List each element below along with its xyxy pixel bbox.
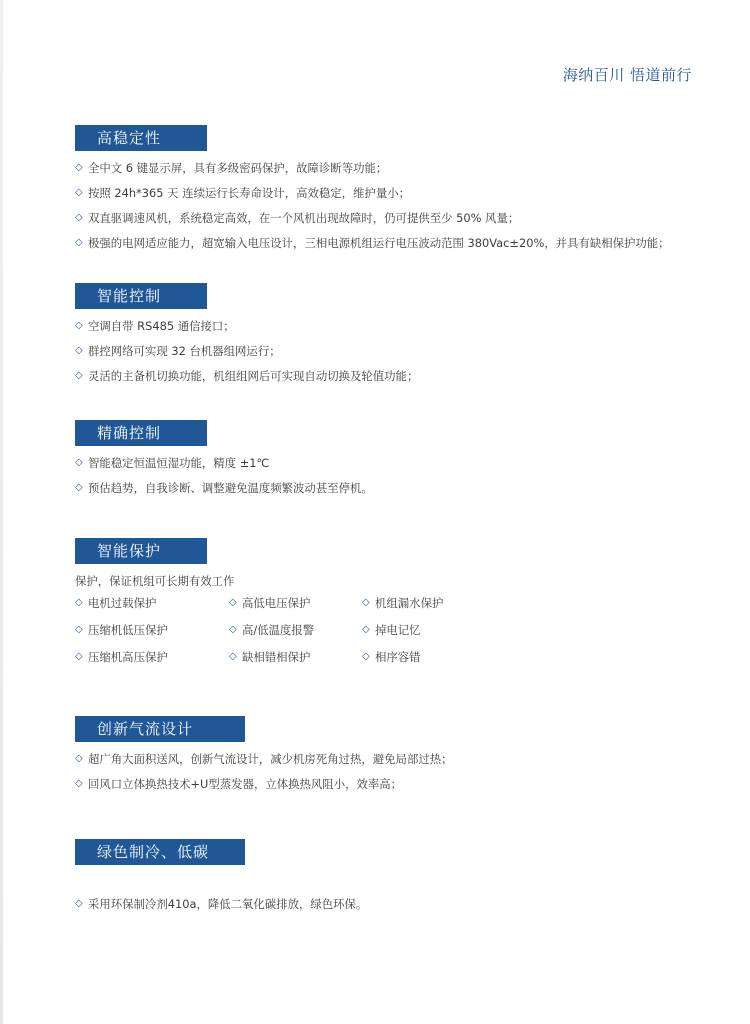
section-title: 高稳定性 xyxy=(75,125,207,151)
diamond-bullet-icon: ◇ xyxy=(75,482,83,493)
item-list xyxy=(75,319,418,383)
diamond-bullet-icon: ◇ xyxy=(75,187,83,198)
item-text: 双直驱调速风机，系统稳定高效，在一个风机出现故障时，仍可提供至少 50% 风量； xyxy=(88,211,520,225)
diamond-bullet-icon: ◇ xyxy=(75,162,83,173)
diamond-bullet-icon: ◇ xyxy=(229,597,237,608)
section-title: 智能保护 xyxy=(75,538,207,564)
item-text: 相序容错 xyxy=(375,650,421,664)
item-text: 高/低温度报警 xyxy=(242,623,315,637)
list-item xyxy=(75,211,670,225)
section-title: 绿色制冷、低碳环保 xyxy=(75,839,245,865)
section-intro: 保护，保证机组可长期有效工作 xyxy=(75,574,235,588)
item-text: 缺相错相保护 xyxy=(242,650,311,664)
item-text: 高低电压保护 xyxy=(242,596,311,610)
diamond-bullet-icon: ◇ xyxy=(75,778,83,789)
list-item xyxy=(75,456,373,470)
item-text: 采用环保制冷剂410a，降低二氧化碳排放，绿色环保。 xyxy=(88,897,368,911)
diamond-bullet-icon: ◇ xyxy=(362,597,370,608)
item-text: 电机过载保护 xyxy=(88,596,157,610)
diamond-bullet-icon: ◇ xyxy=(229,651,237,662)
item-text: 掉电记忆 xyxy=(375,623,421,637)
grid-item xyxy=(362,623,492,637)
item-text: 超广角大面积送风，创新气流设计，减少机房死角过热，避免局部过热； xyxy=(88,752,453,766)
list-item xyxy=(75,481,373,495)
section-smart-protection xyxy=(75,538,492,664)
list-item xyxy=(75,369,418,383)
grid-item xyxy=(229,650,362,664)
page-edge-shadow xyxy=(0,0,3,1024)
diamond-bullet-icon: ◇ xyxy=(75,624,83,635)
section-title: 创新气流设计 xyxy=(75,716,245,742)
diamond-bullet-icon: ◇ xyxy=(75,457,83,468)
item-text: 智能稳定恒温恒湿功能，精度 ±1℃ xyxy=(88,456,270,470)
diamond-bullet-icon: ◇ xyxy=(362,624,370,635)
item-text: 压缩机低压保护 xyxy=(88,623,168,637)
protection-grid xyxy=(75,596,492,664)
item-text: 机组漏水保护 xyxy=(375,596,444,610)
section-green xyxy=(75,839,367,922)
item-list xyxy=(75,897,367,911)
grid-item xyxy=(362,650,492,664)
item-list xyxy=(75,752,453,791)
item-list xyxy=(75,161,670,250)
section-smart-control xyxy=(75,283,418,394)
grid-item xyxy=(75,596,229,610)
list-item xyxy=(75,777,453,791)
item-text: 群控网络可实现 32 台机器组网运行； xyxy=(88,344,281,358)
item-text: 极强的电网适应能力，超宽输入电压设计，三相电源机组运行电压波动范围 380Vac±20%，并具有缺相保护功能； xyxy=(88,236,670,250)
list-item xyxy=(75,344,418,358)
brand-slogan: 海纳百川 悟道前行 xyxy=(562,66,692,84)
diamond-bullet-icon: ◇ xyxy=(75,345,83,356)
grid-item xyxy=(75,650,229,664)
section-stability xyxy=(75,125,670,261)
grid-item xyxy=(362,596,492,610)
section-title: 智能控制 xyxy=(75,283,207,309)
item-text: 预估趋势，自我诊断、调整避免温度频繁波动甚至停机。 xyxy=(88,481,373,495)
section-title: 精确控制 xyxy=(75,420,207,446)
diamond-bullet-icon: ◇ xyxy=(75,320,83,331)
list-item xyxy=(75,897,367,911)
item-text: 全中文 6 键显示屏，具有多级密码保护，故障诊断等功能； xyxy=(88,161,388,175)
item-text: 空调自带 RS485 通信接口； xyxy=(88,319,235,333)
grid-item xyxy=(75,623,229,637)
diamond-bullet-icon: ◇ xyxy=(75,753,83,764)
list-item xyxy=(75,236,670,250)
section-airflow xyxy=(75,716,453,802)
section-precise-control xyxy=(75,420,373,506)
diamond-bullet-icon: ◇ xyxy=(362,651,370,662)
diamond-bullet-icon: ◇ xyxy=(229,624,237,635)
item-text: 回风口立体换热技术+U型蒸发器，立体换热风阻小，效率高； xyxy=(88,777,403,791)
diamond-bullet-icon: ◇ xyxy=(75,370,83,381)
list-item xyxy=(75,752,453,766)
item-text: 按照 24h*365 天 连续运行长寿命设计，高效稳定，维护量小； xyxy=(88,186,410,200)
list-item xyxy=(75,319,418,333)
diamond-bullet-icon: ◇ xyxy=(75,237,83,248)
list-item xyxy=(75,186,670,200)
grid-item xyxy=(229,596,362,610)
item-text: 压缩机高压保护 xyxy=(88,650,168,664)
diamond-bullet-icon: ◇ xyxy=(75,651,83,662)
item-text: 灵活的主备机切换功能，机组组网后可实现自动切换及轮值功能； xyxy=(88,369,419,383)
list-item xyxy=(75,161,670,175)
item-list xyxy=(75,456,373,495)
diamond-bullet-icon: ◇ xyxy=(75,597,83,608)
diamond-bullet-icon: ◇ xyxy=(75,212,83,223)
diamond-bullet-icon: ◇ xyxy=(75,898,83,909)
grid-item xyxy=(229,623,362,637)
